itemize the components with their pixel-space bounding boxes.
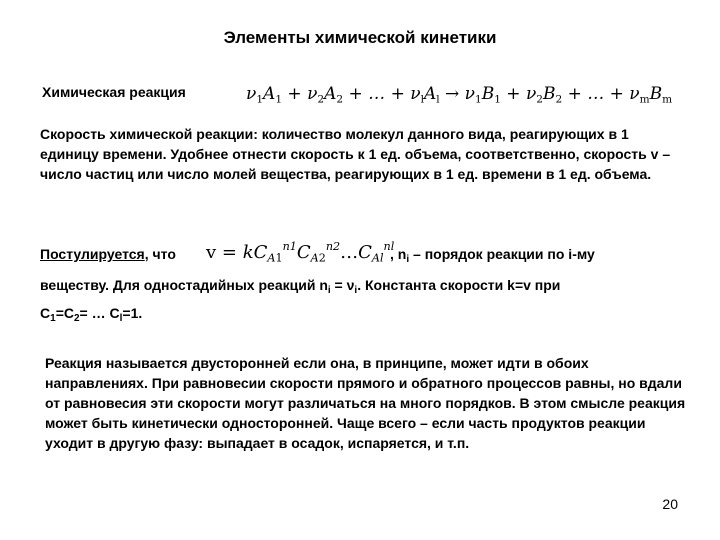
reaction-label: Химическая реакция <box>42 84 186 100</box>
elementary-reaction-paragraph: веществу. Для одностадийных реакций $n_i = \nu_i$. Константа скорости k=v при $С_1=С_2=$ … $С_l=1$. <box>40 277 561 324</box>
postulate-word: Постулируется <box>40 246 145 262</box>
slide-title: Элементы химической кинетики <box>223 28 497 47</box>
rate-definition-paragraph: Скорость химической реакции: количество молекул данного вида, реагирующих в 1 единицу времени. Удобнее отнести скорость к 1 ед. объема, соответственно, скорость v – число частиц или число молей вещества, реагирующих в 1 ед. времени в 1 ед. объема. <box>40 126 671 182</box>
rate-equation: $v = kC_{A1}^{n1}C_{A2}^{n2}\dots C_{Al}^{nl}$ <box>206 240 395 265</box>
reaction-order-text: , $n_i$ – порядок реакции по i-му <box>390 246 595 265</box>
bidirectional-reaction-paragraph: Реакция называется двусторонней если она, в принципе, может идти в обоих направлениях. При равновесии скорости прямого и обратного процессов равны, но вдали от равновесия эти скорости могут различаться на много порядков. В этом смысле реакция может быть кинетически односторонней. Чаще всего – если часть продуктов реакции уходит в другую фазу: выпадает в осадок, испаряется, и т.п. <box>45 355 686 451</box>
postulate-rest: , что <box>144 246 176 262</box>
postulate-text <box>40 246 176 262</box>
page-number: 20 <box>662 496 678 512</box>
reaction-equation: $\nu_1A_1 + \nu_2A_2$ + … + $\nu_lA_l \to \nu_1B_1 + \nu_2B_2$ + … + $\nu_mB_m$ <box>246 84 673 106</box>
